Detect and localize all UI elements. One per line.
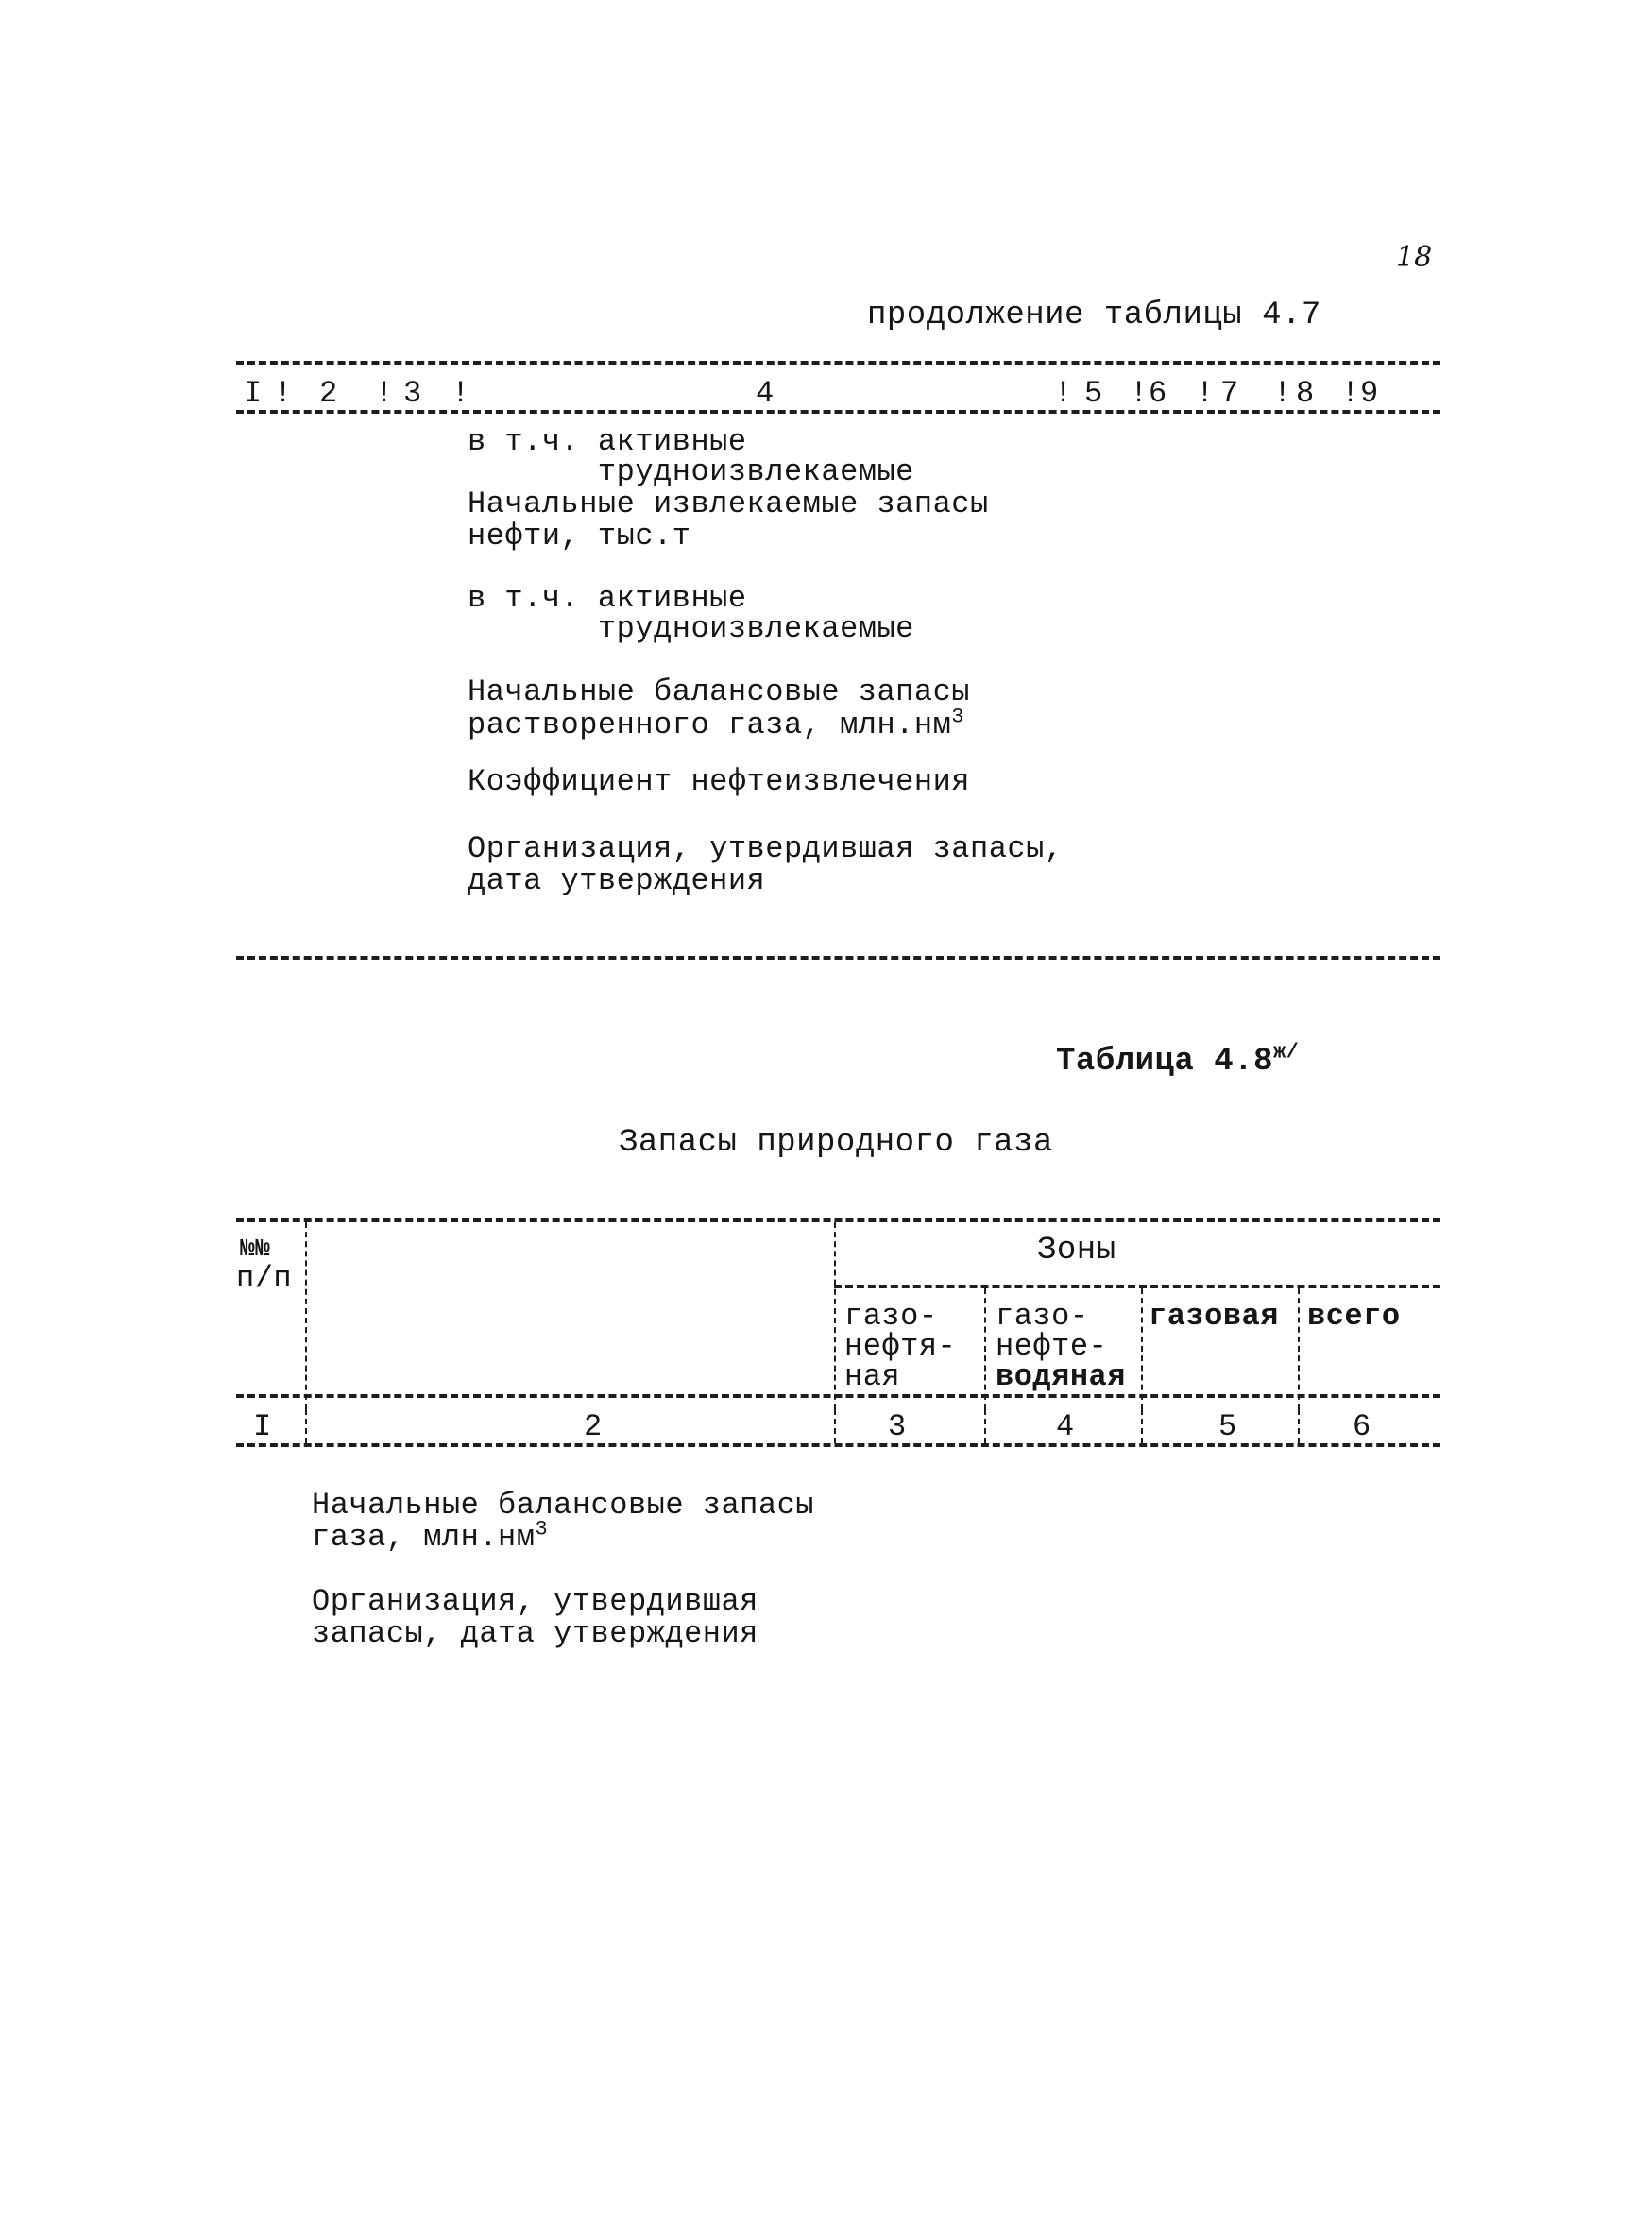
table-47-header-rule (236, 410, 1440, 414)
page-number: 18 (1396, 241, 1433, 274)
table-48-divider (1141, 1409, 1143, 1443)
col-number: 5 (1218, 1409, 1237, 1444)
row-label: нефти, тыс.т (468, 519, 691, 554)
row-label: запасы, дата утверждения (312, 1616, 758, 1651)
row-label-text: газа, млн.нм (312, 1520, 536, 1555)
col-sep: ! (1054, 376, 1073, 411)
col-header-number: №№ (240, 1235, 271, 1263)
row-label: Начальные извлекаемые запасы (468, 486, 989, 521)
col-number: 9 (1360, 376, 1379, 411)
table-48-divider (1298, 1409, 1300, 1443)
col-header-zone-2: газо- (996, 1299, 1089, 1334)
table-48-divider (984, 1288, 986, 1409)
col-header-zone-2: нефте- (996, 1329, 1108, 1364)
table-48-divider (834, 1409, 836, 1443)
table-48-numbers-rule (236, 1443, 1440, 1447)
row-label: Начальные балансовые запасы (312, 1488, 814, 1523)
row-label: Начальные балансовые запасы (468, 674, 970, 709)
table-48-top-rule (236, 1218, 1440, 1222)
table-47-top-rule (236, 361, 1440, 365)
table-48-label-text: Таблица 4.8 (1056, 1044, 1273, 1080)
col-header-zone-1: газо- (844, 1299, 938, 1334)
superscript: 3 (535, 1517, 549, 1542)
row-label: Организация, утвердившая (312, 1584, 758, 1619)
col-number: 7 (1220, 376, 1239, 411)
col-header-number: п/п (236, 1261, 293, 1296)
table-48-divider (305, 1409, 307, 1443)
table-47-caption: продолжение таблицы 4.7 (867, 298, 1321, 333)
col-sep: ! (375, 376, 394, 411)
col-sep: ! (451, 376, 470, 411)
col-number: 5 (1084, 376, 1103, 411)
table-48-title: Запасы природного газа (619, 1125, 1053, 1161)
row-label (468, 705, 964, 742)
col-number: 3 (403, 376, 422, 411)
col-header-zone-3: газовая (1149, 1299, 1279, 1334)
col-sep: ! (1341, 376, 1360, 411)
col-header-zones: Зоны (1037, 1233, 1116, 1269)
col-sep: ! (1130, 376, 1149, 411)
col-number: 6 (1149, 376, 1167, 411)
row-label: Организация, утвердившая запасы, (468, 831, 1064, 866)
col-header-total: всего (1307, 1299, 1401, 1334)
col-number: 4 (756, 376, 775, 411)
table-48-divider (1141, 1288, 1143, 1409)
row-label: в т.ч. активные (468, 424, 747, 459)
table-48-divider (834, 1222, 836, 1409)
row-label: Коэффициент нефтеизвлечения (468, 764, 970, 799)
col-number: 8 (1296, 376, 1315, 411)
table-48-divider (1298, 1288, 1300, 1409)
footnote-mark: ж/ (1272, 1040, 1300, 1065)
col-number: 6 (1353, 1409, 1371, 1444)
row-label (312, 1517, 549, 1555)
col-sep: ! (274, 376, 293, 411)
col-number: I (253, 1409, 272, 1444)
col-sep: ! (1273, 376, 1292, 411)
col-header-zone-2: водяная (996, 1359, 1126, 1394)
row-label: трудноизвлекаемые (468, 454, 914, 489)
col-number: I (244, 376, 263, 411)
row-label: дата утверждения (468, 863, 766, 898)
row-label-text: растворенного газа, млн.нм (468, 707, 952, 742)
table-48-header-rule (236, 1394, 1440, 1398)
col-sep: ! (1196, 376, 1215, 411)
table-48-divider (984, 1409, 986, 1443)
row-label: трудноизвлекаемые (468, 611, 914, 646)
table-48-label (1056, 1040, 1300, 1080)
col-header-zone-1: ная (844, 1359, 901, 1394)
table-48-divider (305, 1222, 307, 1409)
col-header-zone-1: нефтя- (844, 1329, 957, 1364)
table-48-subheader-rule (834, 1285, 1440, 1288)
col-number: 3 (888, 1409, 907, 1444)
col-number: 2 (584, 1409, 603, 1444)
col-number: 4 (1056, 1409, 1075, 1444)
superscript: 3 (951, 705, 964, 729)
row-label: в т.ч. активные (468, 581, 747, 616)
col-number: 2 (319, 376, 338, 411)
table-47-bottom-rule (236, 956, 1440, 960)
